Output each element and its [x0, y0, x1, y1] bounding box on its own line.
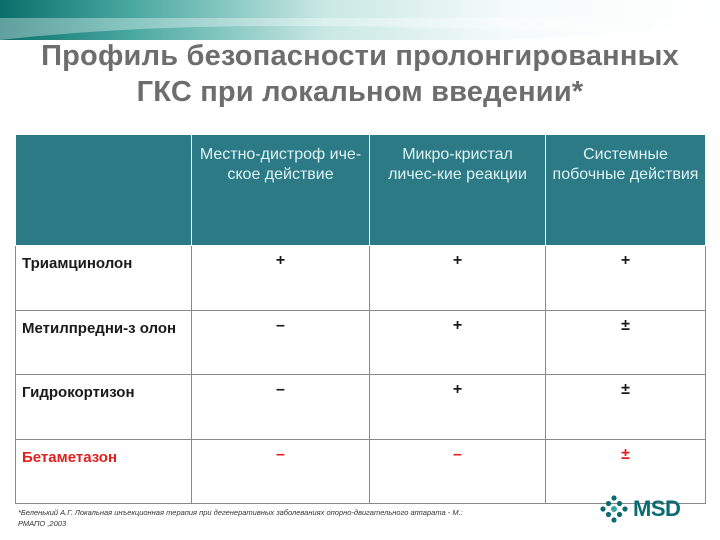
safety-profile-table [15, 134, 706, 504]
table-header-local-dystrophic: Местно-дистроф иче-ское действие [192, 135, 370, 246]
table-row [16, 246, 706, 311]
table-row [16, 375, 706, 440]
footnote [18, 507, 658, 529]
footnote-line1: *Беленький А.Г. Локальная инъекционная терапия при дегенеративных заболеваниях опорно-двигательного аппарата - М.: [18, 508, 463, 517]
drug-name: Метилпредни-з олон [16, 311, 192, 375]
table-cell: ± [546, 440, 706, 504]
table-cell: ± [546, 311, 706, 375]
slide-title-line2: ГКС при локальном введении* [136, 76, 584, 108]
drug-name: Гидрокортизон [16, 375, 192, 440]
table-header-microcrystal: Микро-кристал личес-кие реакции [370, 135, 546, 246]
table-cell: + [192, 246, 370, 311]
table-cell: + [370, 311, 546, 375]
table-cell: – [192, 375, 370, 440]
drug-name: Бетаметазон [16, 440, 192, 504]
table-cell: + [370, 375, 546, 440]
table-header-row [16, 135, 706, 246]
slide-title [0, 38, 720, 110]
table-cell: – [370, 440, 546, 504]
table-cell: + [546, 246, 706, 311]
footnote-line2: РМАПО ,2003 [18, 519, 67, 528]
slide-title-line1: Профиль безопасности пролонгированных [41, 40, 679, 72]
table-header-systemic: Системные побочные действия [546, 135, 706, 246]
table-row [16, 311, 706, 375]
table-cell: ± [546, 375, 706, 440]
table-header-corner [16, 135, 192, 246]
msd-logo-text: MSD [633, 496, 681, 521]
table-cell: – [192, 311, 370, 375]
drug-name: Триамцинолон [16, 246, 192, 311]
table-cell: – [192, 440, 370, 504]
table-cell: + [370, 246, 546, 311]
